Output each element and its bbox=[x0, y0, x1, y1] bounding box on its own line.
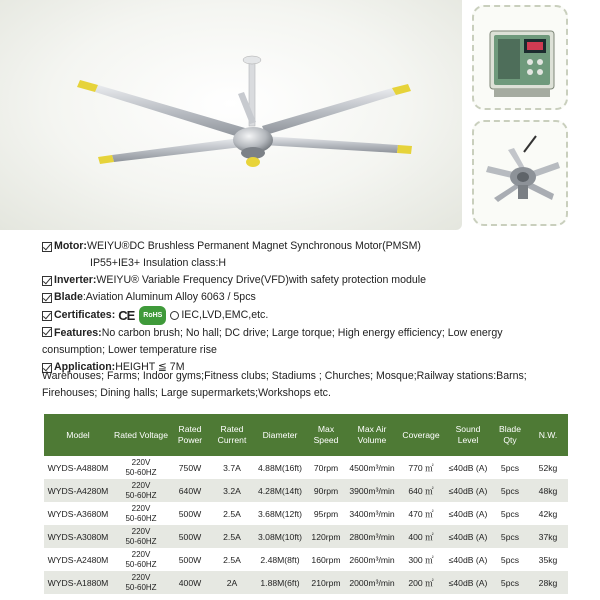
spec-label: Application: bbox=[54, 361, 116, 373]
table-cell: 5pcs bbox=[492, 456, 528, 479]
table-header-cell: Sound Level bbox=[444, 414, 492, 456]
table-cell: 2600m³/min bbox=[346, 548, 398, 571]
table-cell: 3.7A bbox=[210, 456, 254, 479]
table-cell: 2800m³/min bbox=[346, 525, 398, 548]
spec-label: Features: bbox=[54, 327, 102, 339]
table-cell: 37kg bbox=[528, 525, 568, 548]
table-cell: 48kg bbox=[528, 479, 568, 502]
table-cell: 4.88M(16ft) bbox=[254, 456, 306, 479]
table-cell: 400W bbox=[170, 571, 210, 594]
table-cell: 400 ㎡ bbox=[398, 525, 444, 548]
table-cell: 5pcs bbox=[492, 525, 528, 548]
table-cell: WYDS-A4280M bbox=[44, 479, 112, 502]
hub-light bbox=[246, 157, 260, 167]
table-cell: ≤40dB (A) bbox=[444, 502, 492, 525]
spec-blade bbox=[42, 289, 562, 306]
table-cell: 500W bbox=[170, 548, 210, 571]
table-cell: ≤40dB (A) bbox=[444, 456, 492, 479]
table-cell: 200 ㎡ bbox=[398, 571, 444, 594]
table-cell: 35kg bbox=[528, 548, 568, 571]
fan-blade-lower-left bbox=[112, 138, 242, 162]
table-header-cell: Max Speed bbox=[306, 414, 346, 456]
ce-mark-icon: CE bbox=[118, 308, 135, 323]
fan-hub-image bbox=[474, 122, 568, 226]
table-header-cell: Rated Power bbox=[170, 414, 210, 456]
hub-thumbnail bbox=[472, 120, 568, 226]
table-cell: 90rpm bbox=[306, 479, 346, 502]
spec-value: :Aviation Aluminum Alloy 6063 / 5pcs bbox=[82, 291, 256, 303]
spec-label: Blade bbox=[54, 291, 83, 303]
cert-mark-icon bbox=[170, 311, 179, 320]
table-cell: WYDS-A3680M bbox=[44, 502, 112, 525]
table-row bbox=[44, 525, 568, 548]
spec-value: HEIGHT ≦ 7M bbox=[115, 361, 185, 373]
table-cell: 1.88M(6ft) bbox=[254, 571, 306, 594]
spec-label: Certificates: bbox=[54, 309, 116, 321]
rohs-badge-icon: RoHS bbox=[139, 306, 166, 325]
table-cell: ≤40dB (A) bbox=[444, 548, 492, 571]
table-cell: 750W bbox=[170, 456, 210, 479]
fan-blade-right-lower bbox=[263, 136, 398, 153]
table-cell: ≤40dB (A) bbox=[444, 525, 492, 548]
table-cell: 160rpm bbox=[306, 548, 346, 571]
table-cell: 4.28M(14ft) bbox=[254, 479, 306, 502]
table-cell: ≤40dB (A) bbox=[444, 479, 492, 502]
spec-value: IEC,LVD,EMC,etc. bbox=[181, 309, 269, 321]
table-row bbox=[44, 548, 568, 571]
blade-tip-left bbox=[77, 80, 98, 92]
table-cell: 3400m³/min bbox=[346, 502, 398, 525]
table-cell: 3.2A bbox=[210, 479, 254, 502]
table-cell: 770 ㎡ bbox=[398, 456, 444, 479]
table-cell: 2.48M(8ft) bbox=[254, 548, 306, 571]
table-cell: 5pcs bbox=[492, 479, 528, 502]
table-cell: 220V 50-60HZ bbox=[112, 548, 170, 571]
spec-list bbox=[42, 238, 562, 376]
table-cell: 640W bbox=[170, 479, 210, 502]
table-cell: ≤40dB (A) bbox=[444, 571, 492, 594]
table-cell: 4500m³/min bbox=[346, 456, 398, 479]
table-cell: 3900m³/min bbox=[346, 479, 398, 502]
table-header-cell: Rated Current bbox=[210, 414, 254, 456]
check-box-icon bbox=[42, 311, 52, 321]
table-cell: 70rpm bbox=[306, 456, 346, 479]
spec-features bbox=[42, 325, 562, 359]
application-places: Warehouses; Farms; Indoor gyms;Fitness clubs; Stadiums ; Churches; Mosque;Railway stations:Barns; Firehouses; Dining halls; Large supermarkets;Workshops etc. bbox=[42, 370, 527, 399]
table-cell: 500W bbox=[170, 502, 210, 525]
table-cell: 220V 50-60HZ bbox=[112, 525, 170, 548]
table-cell: 3.08M(10ft) bbox=[254, 525, 306, 548]
spec-value: No carbon brush; No hall; DC drive; Large torque; High energy efficiency; Low energy consumption; Lower temperature rise bbox=[42, 327, 503, 356]
table-cell: WYDS-A3080M bbox=[44, 525, 112, 548]
spec-label: Motor: bbox=[54, 240, 87, 252]
table-row bbox=[44, 479, 568, 502]
table-header-cell: Diameter bbox=[254, 414, 306, 456]
table-cell: 220V 50-60HZ bbox=[112, 571, 170, 594]
table-row bbox=[44, 502, 568, 525]
table-cell: 42kg bbox=[528, 502, 568, 525]
check-box-icon bbox=[42, 293, 52, 303]
table-header-cell: N.W. bbox=[528, 414, 568, 456]
fan-illustration bbox=[0, 0, 462, 230]
table-cell: 470 ㎡ bbox=[398, 502, 444, 525]
model-spec-table bbox=[44, 414, 568, 594]
check-box-icon bbox=[42, 327, 52, 337]
table-header-cell: Blade Qty bbox=[492, 414, 528, 456]
blade-tip-right-lower bbox=[397, 145, 412, 154]
table-cell: 2.5A bbox=[210, 502, 254, 525]
table-cell: 5pcs bbox=[492, 571, 528, 594]
table-cell: WYDS-A2480M bbox=[44, 548, 112, 571]
fan-hero-image bbox=[0, 0, 462, 230]
table-cell: 2.5A bbox=[210, 548, 254, 571]
table-cell: WYDS-A4880M bbox=[44, 456, 112, 479]
table-header-cell: Rated Voltage bbox=[112, 414, 170, 456]
blade-tip-lower-left bbox=[98, 155, 114, 164]
table-cell: 2.5A bbox=[210, 525, 254, 548]
table-body bbox=[44, 456, 568, 594]
spec-value: WEIYU®DC Brushless Permanent Magnet Synchronous Motor(PMSM) bbox=[86, 240, 421, 252]
table-cell: 3.68M(12ft) bbox=[254, 502, 306, 525]
table-cell: 52kg bbox=[528, 456, 568, 479]
fan-blade-left bbox=[95, 85, 245, 138]
table-cell: 5pcs bbox=[492, 502, 528, 525]
table-cell: 640 ㎡ bbox=[398, 479, 444, 502]
controller-thumbnail bbox=[472, 5, 568, 110]
vfd-controller-image bbox=[474, 7, 568, 110]
table-cell: 2000m³/min bbox=[346, 571, 398, 594]
table-cell: 95rpm bbox=[306, 502, 346, 525]
table-cell: 500W bbox=[170, 525, 210, 548]
spec-certificates bbox=[42, 306, 562, 325]
table-cell: 220V 50-60HZ bbox=[112, 502, 170, 525]
spec-motor bbox=[42, 238, 562, 255]
table-cell: 120rpm bbox=[306, 525, 346, 548]
table-cell: 28kg bbox=[528, 571, 568, 594]
table-cell: 300 ㎡ bbox=[398, 548, 444, 571]
spec-label: Inverter: bbox=[54, 274, 97, 286]
check-box-icon bbox=[42, 276, 52, 286]
table-cell: 5pcs bbox=[492, 548, 528, 571]
spec-value: WEIYU® Variable Frequency Drive(VFD)with safety protection module bbox=[96, 274, 427, 286]
table-cell: 220V 50-60HZ bbox=[112, 479, 170, 502]
spec-motor-line2 bbox=[42, 255, 562, 272]
table-cell: 2A bbox=[210, 571, 254, 594]
table-header-cell: Model bbox=[44, 414, 112, 456]
table-header-cell: Coverage bbox=[398, 414, 444, 456]
table-header-cell: Max Air Volume bbox=[346, 414, 398, 456]
check-box-icon bbox=[42, 242, 52, 252]
table-cell: 210rpm bbox=[306, 571, 346, 594]
spec-inverter bbox=[42, 272, 562, 289]
table-row bbox=[44, 571, 568, 594]
table-header-row bbox=[44, 414, 568, 456]
table-cell: 220V 50-60HZ bbox=[112, 456, 170, 479]
fan-blade-right-upper bbox=[262, 88, 396, 135]
spec-value: IP55+IE3+ Insulation class:H bbox=[90, 257, 227, 269]
table-cell: WYDS-A1880M bbox=[44, 571, 112, 594]
table-row bbox=[44, 456, 568, 479]
